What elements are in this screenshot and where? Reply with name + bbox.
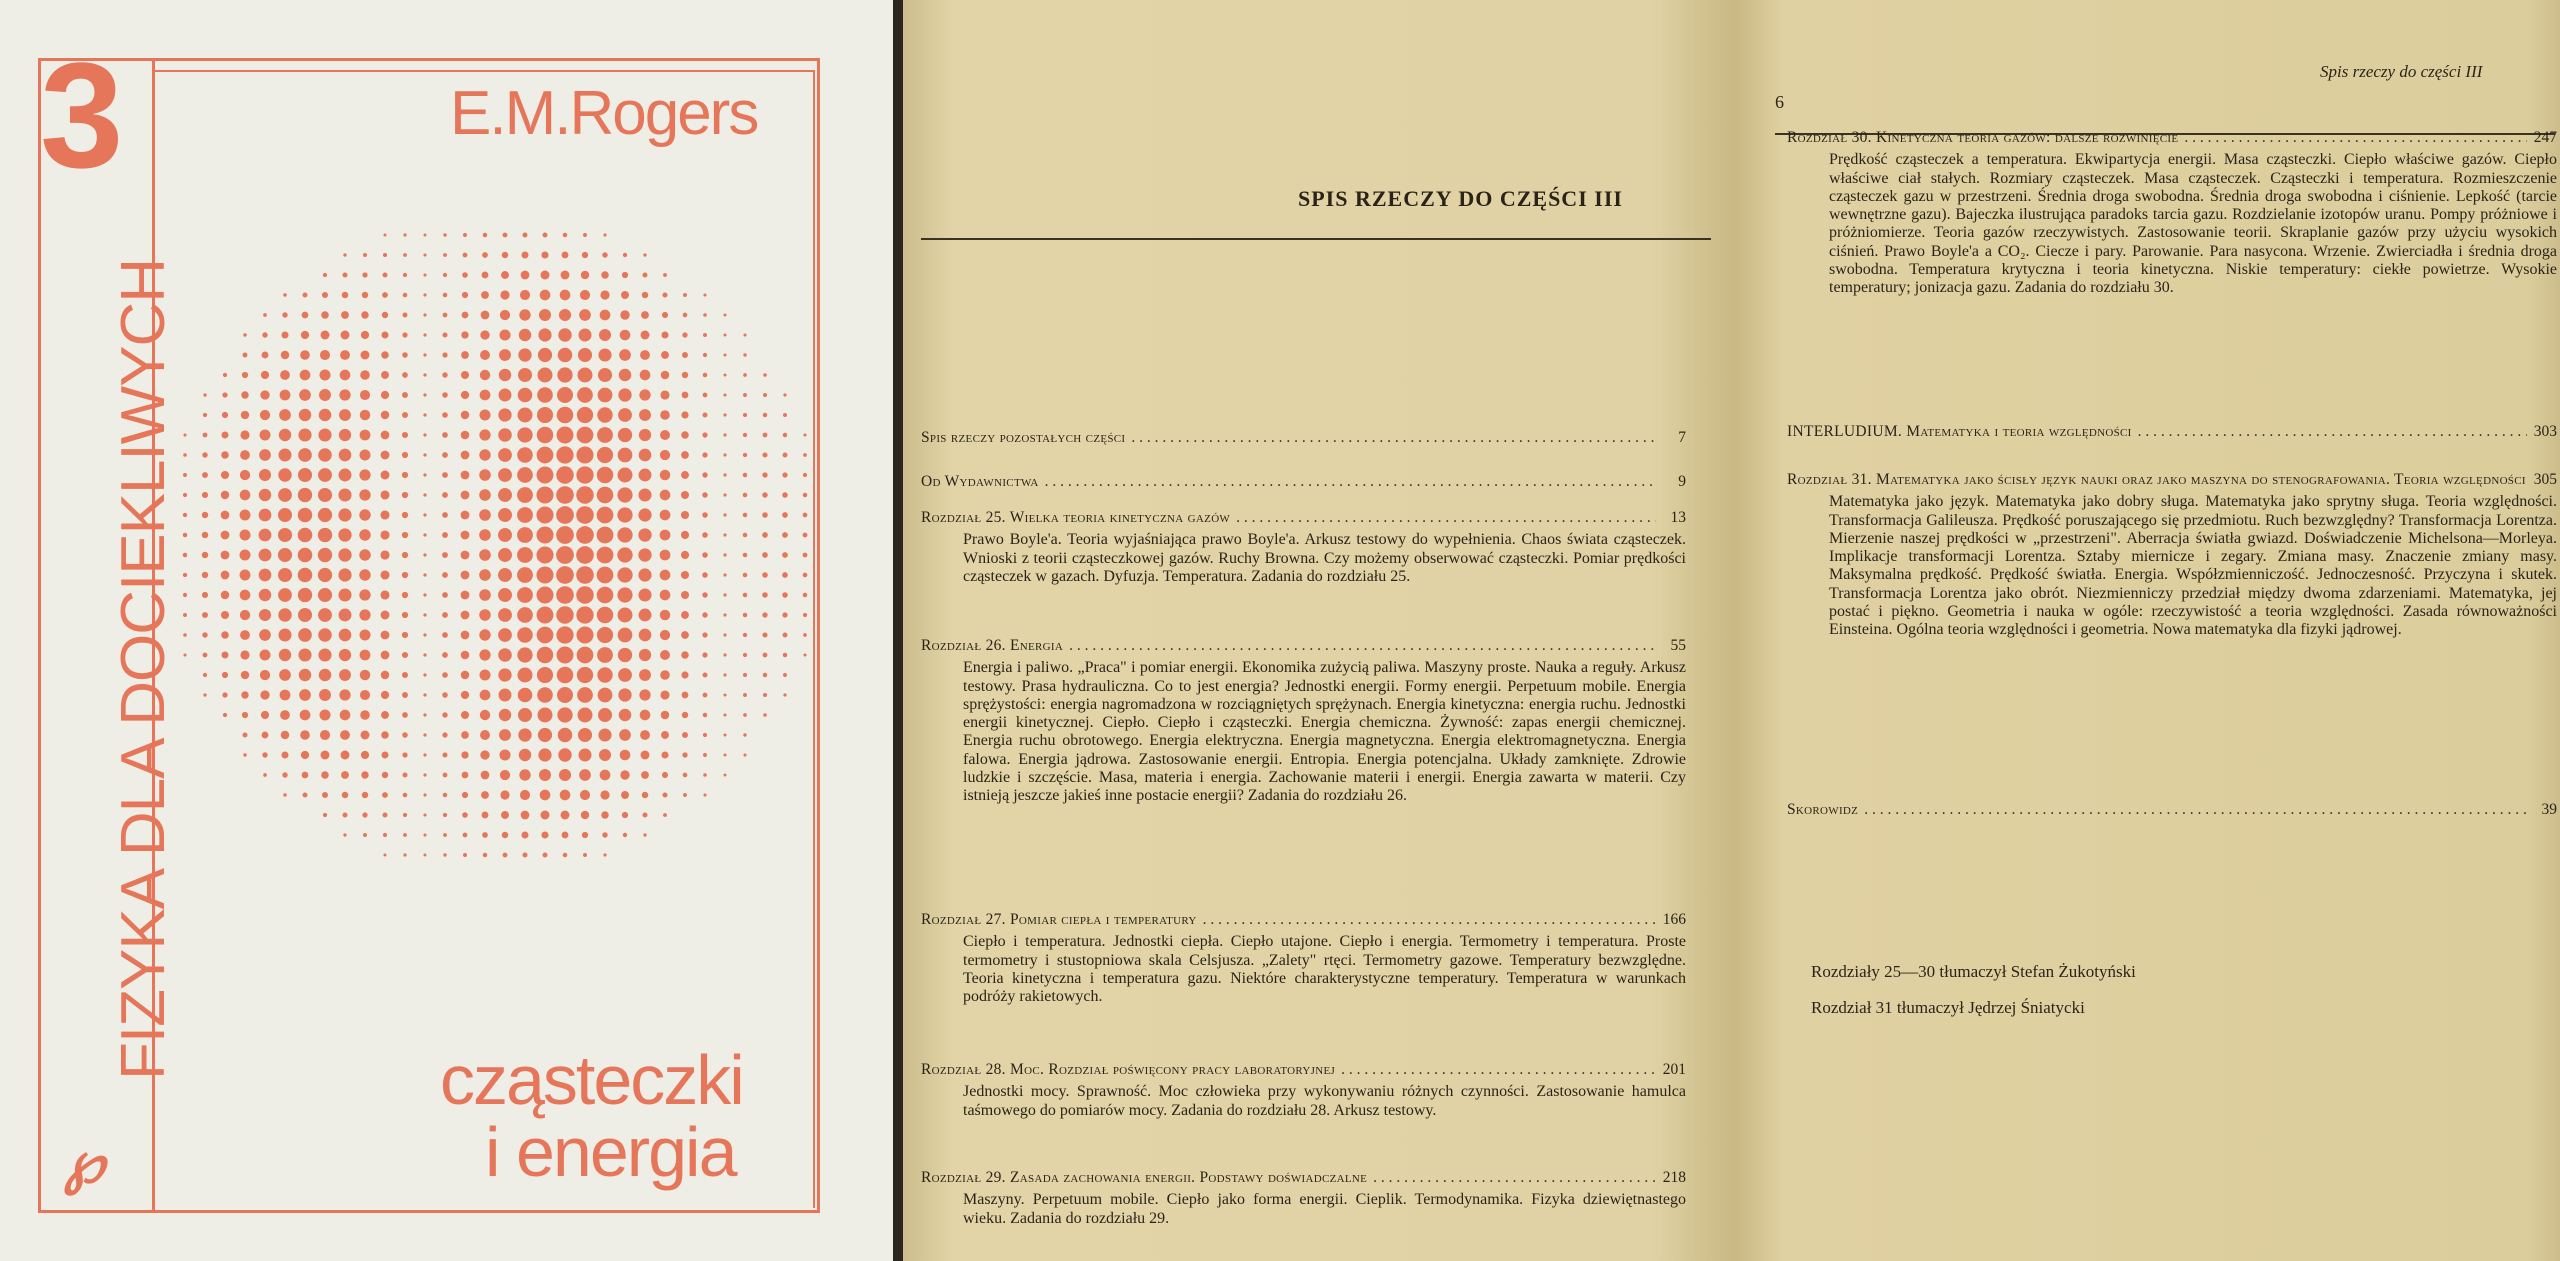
toc-entry-title: Rozdział 29. Zasada zachowania energii. Podstawy doświadczalne — [921, 1169, 1368, 1186]
running-head: Spis rzeczy do części III — [2320, 62, 2483, 81]
book-title-line-1: cząsteczki — [440, 1041, 743, 1119]
book-cover — [0, 0, 893, 1261]
series-title: FIZYKA DLA DOCIEKLIWYCH — [109, 258, 178, 1080]
toc-entry-page: 218 — [1662, 1169, 1686, 1186]
toc-entry — [921, 910, 1686, 1006]
toc-entry-description: Prawo Boyle'a. Teoria wyjaśniająca prawo Boyle'a. Arkusz testowy do wypełnienia. Chaos świata cząsteczek. Wnioski z teorii cząsteczkowej gazów. Ruchy Browna. Czy możemy obserwować cząsteczki. Pomiar prędkości cząsteczek w gazach. Dyfuzja. Temperatura. Zadania do rozdziału 25. — [963, 531, 1686, 585]
toc-entry-title: Rozdział 28. Moc. Rozdział poświęcony pracy laboratoryjnej — [921, 1061, 1336, 1078]
book-title-line-2: i energia — [485, 1113, 736, 1191]
dot-leader — [1203, 910, 1656, 929]
volume-number: 3 — [40, 31, 124, 199]
toc-entry-page: 55 — [1670, 637, 1686, 654]
toc-entry-title: Rozdział 27. Pomiar ciepła i temperatury — [921, 911, 1197, 928]
author-name: E.M.Rogers — [450, 79, 758, 148]
spine-gap — [893, 0, 903, 1261]
translator-credit: Rozdział 31 tłumaczył Jędrzej Śniatycki — [1811, 998, 2085, 1017]
toc-entry-page: 39 — [2541, 801, 2557, 818]
toc-entry-title: Rozdział 26. Energia — [921, 637, 1064, 654]
dot-leader — [2138, 422, 2527, 441]
toc-entry-page: 9 — [1678, 473, 1686, 490]
publisher-logo-icon: ℘ — [64, 1130, 105, 1195]
toc-heading: SPIS RZECZY DO CZĘŚCI III — [1298, 186, 1623, 211]
toc-page-right — [1735, 0, 2560, 1261]
dot-leader — [1236, 508, 1656, 527]
toc-entry — [921, 508, 1686, 586]
toc-entry-title: Rozdział 25. Wielka teoria kinetyczna gazów — [921, 509, 1231, 526]
toc-entry-description: Matematyka jako język. Matematyka jako dobry sługa. Matematyka jako sprytny sługa. Teoria względności. Transformacja Galileusza. Prędkość poruszającego się przedmiotu. Ruch bezwzględny? Transformacja Lorentza. Mierzenie naszej prędkości w „przestrzeni". Aberracja światła gwiazd. Doświadczenie Michelsona—Morleya. Implikacje transformacji Lorentza. Sztaby miernicze i zegary. Zmiana masy. Znaczenie zmiany masy. Maksymalna prędkość. Prędkość światła. Energia. Współzmienniczość. Jednoczesność. Przyczyna i skutek. Transformacja Lorentza jako obrót. Niezmienniczy przedział między dwoma zdarzeniami. Matematyka, jej postać i piękno. Geometria i nauka w ogóle: rzeczywistość a teoria względności. Zasada równoważności Einsteina. Ogólna teoria względności i geometria. Nowa matematyka dla fizyki jądrowej. — [1829, 493, 2557, 639]
page-number: 6 — [1775, 92, 1784, 112]
toc-entry-title: Rozdział 30. Kinetyczna teoria gazów: dalsze rozwinięcie — [1787, 129, 2179, 146]
toc-entry-title: Skorowidz — [1787, 801, 1859, 818]
dot-leader — [1864, 800, 2527, 819]
toc-entry-title: Rozdział 31. Matematyka jako ścisły język nauki oraz jako maszyna do stenografowania. Teoria względności — [1787, 471, 2526, 488]
toc-entry-description: Energia i paliwo. „Praca" i pomiar energii. Ekonomika zużycią paliwa. Maszyny proste. Nauka a reguły. Arkusz testowy. Prasa hydrauliczna. Co to jest energia? Jednostki energii. Formy energii. Perpetuum mobile. Energia sprężystości: energia nagromadzona w rozciągniętych sprężynach. Energia kinetyczna: energia ruchu. Jednostki energii kinetycznej. Ciepło. Ciepło i cząsteczki. Energia chemiczna. Żywność: zapas energii chemicznej. Energia ruchu obrotowego. Energia elektryczna. Energia magnetyczna. Energia elektromagnetyczna. Energia falowa. Energia jądrowa. Zastosowanie energii. Entropia. Energia potencjalna. Układy zamknięte. Zdrowie ludzkie i szczęście. Masa, materia i energia. Zachowanie materii i energii. Energia zawarta w materii. Czy istnieją jeszcze jakieś inne postacie energii? Zadania do rozdziału 26. — [963, 659, 1686, 805]
toc-entry-page: 247 — [2533, 129, 2557, 146]
toc-entry-page: 13 — [1670, 509, 1686, 526]
toc-entry — [921, 636, 1686, 806]
dot-leader — [1045, 472, 1656, 491]
dot-leader — [1131, 428, 1656, 447]
toc-entry-description: Jednostki mocy. Sprawność. Moc człowieka przy wykonywaniu różnych czynności. Zastosowanie hamulca taśmowego do pomiarów mocy. Zadania do rozdziału 28. Arkusz testowy. — [963, 1083, 1686, 1119]
toc-entry — [1787, 422, 2557, 441]
toc-entry-title: Spis rzeczy pozostałych części — [921, 429, 1126, 446]
dot-leader — [1373, 1168, 1656, 1187]
toc-entry-page: 305 — [2533, 471, 2557, 488]
toc-entry — [921, 428, 1686, 447]
toc-page-left — [903, 0, 1735, 1261]
dot-leader — [1069, 636, 1656, 655]
toc-entry-page: 201 — [1662, 1061, 1686, 1078]
toc-entry — [1787, 128, 2557, 298]
dot-leader — [2184, 128, 2527, 147]
toc-entry — [921, 472, 1686, 491]
halftone-sphere-illustration — [165, 205, 815, 895]
toc-entry-page: 303 — [2533, 423, 2557, 440]
toc-entry — [1787, 800, 2557, 819]
toc-entry — [921, 1060, 1686, 1120]
toc-entry — [921, 1168, 1686, 1228]
toc-entry-page: 7 — [1678, 429, 1686, 446]
heading-rule — [921, 238, 1711, 240]
toc-entry-title: INTERLUDIUM. Matematyka i teoria względności — [1787, 423, 2132, 440]
translator-credit: Rozdziały 25—30 tłumaczył Stefan Żukotyński — [1811, 962, 2136, 981]
toc-entry-page: 166 — [1662, 911, 1686, 928]
dot-leader — [1341, 1060, 1656, 1079]
toc-entry — [1787, 470, 2557, 640]
toc-entry-title: Od Wydawnictwa — [921, 473, 1039, 490]
toc-entry-description: Maszyny. Perpetuum mobile. Ciepło jako forma energii. Cieplik. Termodynamika. Fizyka dziewiętnastego wieku. Zadania do rozdziału 29. — [963, 1191, 1686, 1227]
toc-entry-description: Ciepło i temperatura. Jednostki ciepła. Ciepło utajone. Ciepło i energia. Termometry i temperatura. Proste termometry i stustopniowa skala Celsjusza. „Zalety" rtęci. Termometry gazowe. Temperatury bezwzględne. Teoria kinetyczna i temperatura gazu. Niektóre charakterystyczne temperatury. Temperatura w warunkach podróży rakietowych. — [963, 933, 1686, 1006]
toc-entry-description: Prędkość cząsteczek a temperatura. Ekwipartycja energii. Masa cząsteczki. Ciepło właściwe gazów. Ciepło właściwe ciał stałych. Rozmiary cząsteczek. Masa cząsteczek. Cząsteczki i temperatura. Rozmieszczenie cząsteczek gazu w przestrzeni. Średnia droga swobodna. Średnia droga swobodna i ciśnienie. Lepkość (tarcie wewnętrzne gazu). Bajeczka ilustrująca paradoks tarcia gazu. Rozdzielanie izotopów uranu. Pompy próżniowe i próżniomierze. Teoria gazów rzeczywistych. Zastosowanie teorii. Skraplanie gazów przy użyciu wysokich ciśnień. Prawo Boyle'a a CO₂. Ciecze i pary. Parowanie. Para nasycona. Wrzenie. Zwierciadła i średnia droga swobodna. Temperatura krytyczna i teoria kinetyczna. Niskie temperatury: ciekłe powietrze. Wysokie temperatury; jonizacja gazu. Zadania do rozdziału 30. — [1829, 151, 2557, 297]
